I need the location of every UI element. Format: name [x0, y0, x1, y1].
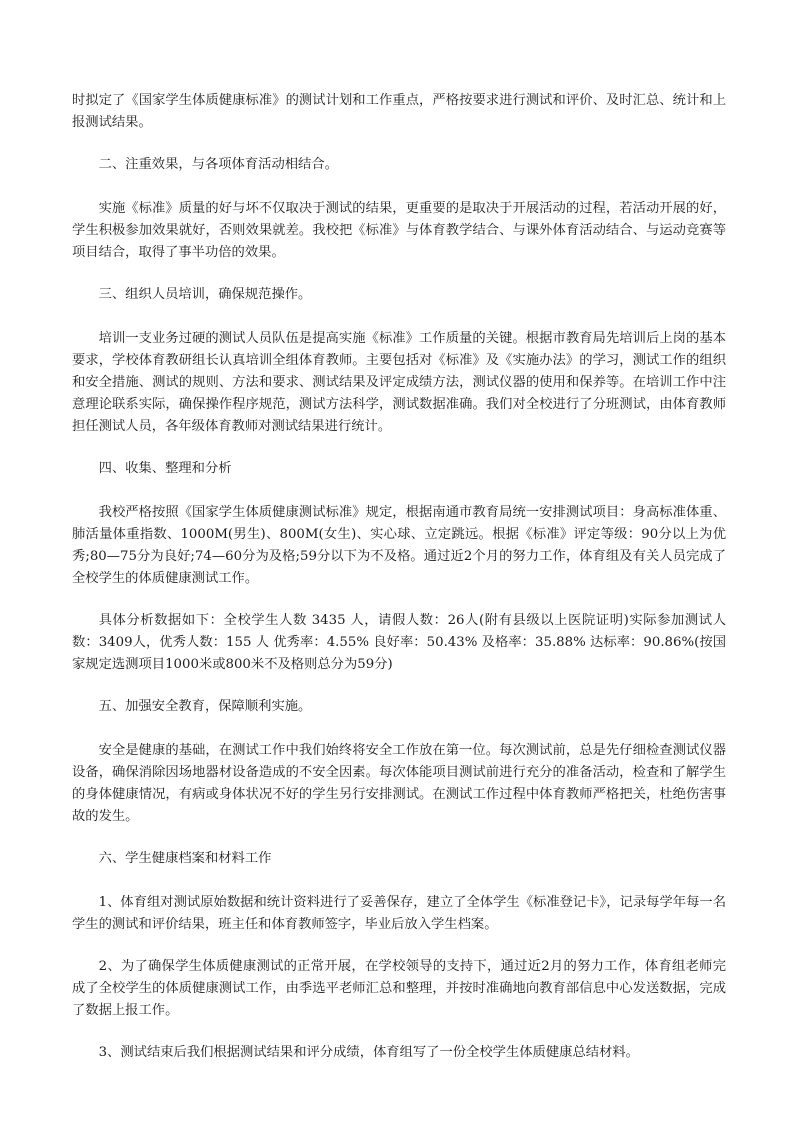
section-heading-2: 二、注重效果，与各项体育活动相结合。	[98, 157, 338, 172]
section-heading-4: 四、收集、整理和分析	[98, 461, 232, 476]
list-paragraph-2: 2、为了确保学生体质健康测试的正常开展，在学校领导的支持下，通过近2月的努力工作，体育组老师完成了全校学生的体质健康测试工作，由季选平老师汇总和整理，并按时准确地向教育部信息中心发送数据，完成了数据上报工作。	[72, 959, 726, 1018]
paragraph: 我校严格按照《国家学生体质健康测试标准》规定，根据南通市教育局统一安排测试项目：身高标准体重、肺活量体重指数、1000M(男生)、800M(女生)、实心球、立定跳远。根据《标准》评定等级：90分以上为优秀;80—75分为良好;74—60分为及格;59分以下为不及格。通过近2个月的努力工作，体育组及有关人员完成了全校学生的体质健康测试工作。	[72, 505, 726, 586]
section-heading-6: 六、学生健康档案和材料工作	[98, 851, 272, 866]
document-body	[72, 90, 726, 1084]
paragraph: 培训一支业务过硬的测试人员队伍是提高实施《标准》工作质量的关键。根据市教育局先培训后上岗的基本要求，学校体育教研组长认真培训全组体育教师。主要包括对《标准》及《实施办法》的学习，测试工作的组织和安全措施、测试的规则、方法和要求、测试结果及评定成绩方法，测试仪器的使用和保养等。在培训工作中注意理论联系实际，确保操作程序规范，测试方法科学，测试数据准确。我们对全校进行了分班测试，由体育教师担任测试人员，各年级体育教师对测试结果进行统计。	[72, 331, 726, 434]
section-heading-3: 三、组织人员培训，确保规范操作。	[98, 287, 312, 302]
paragraph-continuation: 时拟定了《国家学生体质健康标准》的测试计划和工作重点，严格按要求进行测试和评价、及时汇总、统计和上报测试结果。	[72, 93, 726, 130]
section-heading-5: 五、加强安全教育，保障顺利实施。	[98, 699, 312, 714]
paragraph-statistics: 具体分析数据如下：全校学生人数 3435 人，请假人数：26人(附有县级以上医院证明)实际参加测试人数：3409人，优秀人数：155 人 优秀率：4.55% 良好率：50.43% 及格率：35.88% 达标率：90.86%(按国家规定选测项目1000米或800米不及格则总分为59分)	[72, 613, 726, 672]
paragraph: 实施《标准》质量的好与坏不仅取决于测试的结果，更重要的是取决于开展活动的过程，若活动开展的好，学生积极参加效果就好，否则效果就差。我校把《标准》与体育教学结合、与课外体育活动结合、与运动竞赛等项目结合，取得了事半功倍的效果。	[72, 201, 726, 260]
paragraph: 安全是健康的基础，在测试工作中我们始终将安全工作放在第一位。每次测试前，总是先仔细检查测试仪器设备，确保消除因场地器材设备造成的不安全因素。每次体能项目测试前进行充分的准备活动，检查和了解学生的身体健康情况，有病或身体状况不好的学生另行安排测试。在测试工作过程中体育教师严格把关，杜绝伤害事故的发生。	[72, 743, 726, 824]
list-paragraph-1: 1、体育组对测试原始数据和统计资料进行了妥善保存，建立了全体学生《标准登记卡》，记录每学年每一名学生的测试和评价结果，班主任和体育教师签字，毕业后放入学生档案。	[72, 895, 726, 932]
list-paragraph-3: 3、测试结束后我们根据测试结果和评分成绩，体育组写了一份全校学生体质健康总结材料。	[98, 1045, 639, 1060]
